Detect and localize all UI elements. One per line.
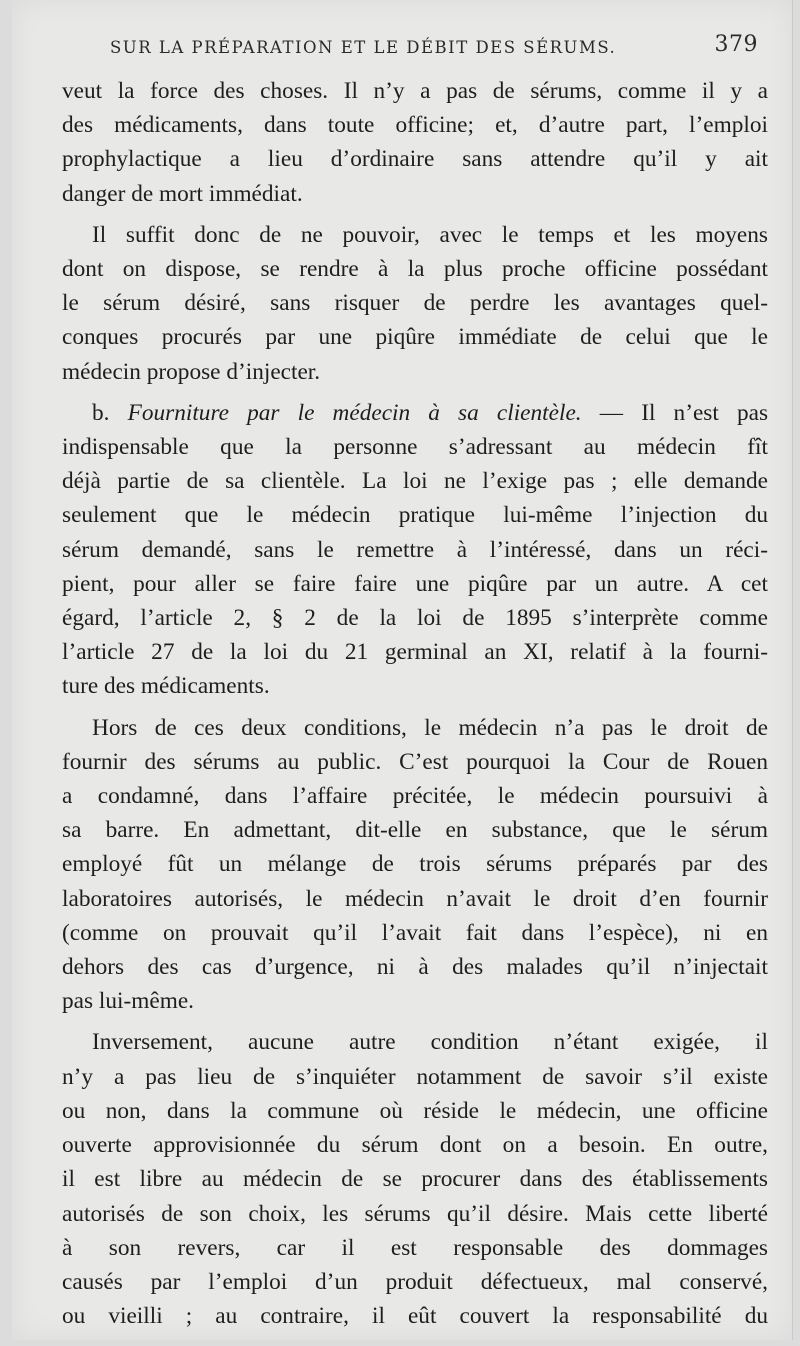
paragraph [62, 1025, 768, 1333]
section-lead-rest: — Il n’est pas [581, 399, 769, 426]
paragraph [62, 396, 768, 704]
running-title: SUR LA PRÉPARATION ET LE DÉBIT DES SÉRUMS. [110, 38, 617, 57]
section-heading-line [62, 396, 768, 430]
text-line: déjà partie de sa clientèle. La loi ne l’exige pas ; elle demande [62, 468, 768, 495]
text-line: prophylactique a lieu d’ordinaire sans attendre qu’il y ait [62, 146, 768, 173]
text-line: Hors de ces deux conditions, le médecin n’a pas le droit de [92, 714, 768, 741]
text-line: ture des médicaments. [62, 673, 270, 700]
text-line: laboratoires autorisés, le médecin n’avait le droit d’en fournir [62, 885, 768, 912]
text-line: des médicaments, dans toute officine; et, d’autre part, l’emploi [62, 112, 768, 139]
text-line: il est libre au médecin de se procurer dans des établissements [62, 1166, 768, 1193]
paragraph [62, 711, 768, 1019]
text-line: ou non, dans la commune où réside le médecin, une officine [62, 1097, 768, 1124]
text-line: causés par l’emploi d’un produit défectueux, mal conservé, [62, 1268, 768, 1295]
text-line: ou vieilli ; au contraire, il eût couvert la responsabilité du [62, 1303, 768, 1330]
text-line: veut la force des choses. Il n’y a pas de sérums, comme il y a [62, 78, 768, 104]
text-line: pas lui-même. [62, 988, 194, 1015]
paragraph [62, 74, 768, 211]
running-header [110, 32, 758, 57]
text-line: n’y a pas lieu de s’inquiéter notamment de savoir s’il existe [62, 1063, 768, 1090]
paragraph [62, 218, 768, 389]
text-line: sérum demandé, sans le remettre à l’intéressé, dans un réci- [62, 536, 768, 563]
page-number: 379 [714, 32, 758, 57]
text-line: le sérum désiré, sans risquer de perdre les avantages quel- [62, 290, 768, 317]
body-text [62, 74, 768, 1340]
section-title: Fourniture par le médecin à sa clientèle. [127, 399, 582, 426]
text-line: fournir des sérums au public. C’est pourquoi la Cour de Rouen [62, 748, 768, 775]
text-line: seulement que le médecin pratique lui-même l’injection du [62, 502, 768, 529]
text-line: Inversement, aucune autre condition n’étant exigée, il [92, 1029, 768, 1056]
text-line: indispensable que la personne s’adressant au médecin fît [62, 434, 768, 461]
text-line: ouverte approvisionnée du sérum dont on a besoin. En outre, [62, 1132, 768, 1159]
text-line: Il suffit donc de ne pouvoir, avec le temps et les moyens [92, 221, 768, 248]
book-page [12, 0, 793, 1340]
text-line: employé fût un mélange de trois sérums préparés par des [62, 851, 768, 878]
text-line: pient, pour aller se faire faire une piqûre par un autre. A cet [62, 570, 768, 597]
section-letter: b. [92, 399, 128, 426]
text-line: dont on dispose, se rendre à la plus proche officine possédant [62, 256, 768, 283]
text-line: danger de mort immédiat. [62, 180, 303, 207]
text-line: conques procurés par une piqûre immédiate de celui que le [62, 324, 768, 351]
text-line: médecin propose d’injecter. [62, 358, 321, 385]
text-line: égard, l’article 2, § 2 de la loi de 1895 s’interprète comme [62, 605, 768, 632]
text-line: sa barre. En admettant, dit-elle en substance, que le sérum [62, 817, 768, 844]
text-line: dehors des cas d’urgence, ni à des malades qu’il n’injectait [62, 954, 768, 981]
text-line: autorisés de son choix, les sérums qu’il désire. Mais cette liberté [62, 1200, 768, 1227]
text-line: a condamné, dans l’affaire précitée, le médecin poursuivi à [62, 783, 768, 810]
text-line: (comme on prouvait qu’il l’avait fait dans l’espèce), ni en [62, 919, 768, 946]
text-line: à son revers, car il est responsable des dommages [62, 1234, 768, 1261]
text-line: l’article 27 de la loi du 21 germinal an XI, relatif à la fourni- [62, 639, 768, 666]
